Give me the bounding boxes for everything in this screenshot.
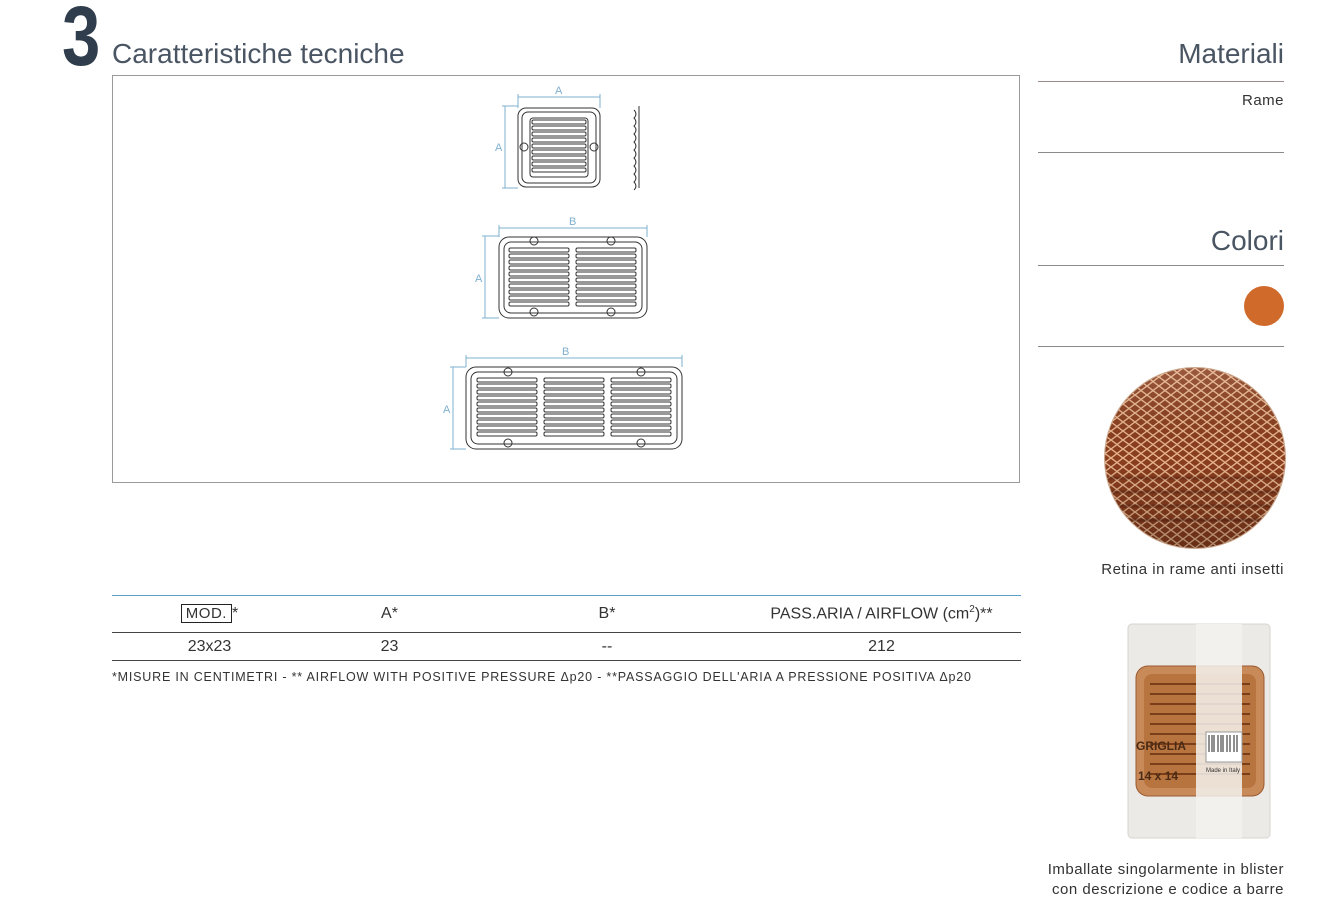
cell-mod: 23x23 [112, 633, 307, 661]
blister-label-size: 14 x 14 [1138, 769, 1179, 783]
table-header-row [112, 596, 1021, 633]
technical-drawing-panel [112, 75, 1020, 483]
copper-mesh-icon [1105, 368, 1285, 548]
table-row [112, 633, 1021, 661]
colors-heading: Colori [1210, 225, 1284, 256]
divider [1038, 265, 1284, 266]
spec-table [112, 595, 1021, 661]
cell-airflow: 212 [742, 633, 1021, 661]
col-header-b: B* [472, 596, 742, 633]
section-title: Caratteristiche tecniche [112, 38, 405, 69]
drawing-square-grille [518, 108, 600, 187]
dim-label-a: A [555, 85, 563, 97]
airflow-label: PASS.ARIA / AIRFLOW (cm [770, 605, 970, 623]
dim-label-b: B [562, 346, 570, 358]
dim-label-a: A [495, 142, 503, 154]
blister-pack-icon [1126, 622, 1272, 840]
mod-label: MOD. [181, 604, 232, 623]
airflow-suffix: )** [974, 605, 993, 623]
col-header-a: A* [307, 596, 472, 633]
packaging-caption-line2: con descrizione e codice a barre [1052, 881, 1284, 898]
materials-value: Rame [1241, 92, 1284, 109]
drawing-side-profile [634, 106, 639, 190]
mod-suffix: * [231, 605, 239, 622]
table-footnote: *MISURE IN CENTIMETRI - ** AIRFLOW WITH POSITIVE PRESSURE Δp20 - **PASSAGGIO DELL'ARIA A PRESSIONE POSITIVA Δp20 [112, 670, 972, 684]
divider [1038, 152, 1284, 153]
mesh-caption: Retina in rame anti insetti [1101, 561, 1284, 578]
mesh-image [1104, 367, 1286, 549]
technical-drawings [113, 76, 1021, 484]
divider [1038, 346, 1284, 347]
divider [1038, 81, 1284, 82]
dim-label-b: B [569, 216, 577, 228]
cell-a: 23 [307, 633, 472, 661]
materials-heading: Materiali [1178, 38, 1284, 69]
blister-label-made: Made in Italy [1206, 768, 1241, 774]
blister-label-brand: GRIGLIA [1136, 739, 1186, 753]
packaging-caption-line1: Imballate singolarmente in blister [1047, 861, 1284, 878]
cell-b: -- [472, 633, 742, 661]
col-header-mod [112, 596, 307, 633]
drawing-triple-grille [466, 367, 682, 449]
dim-label-a: A [475, 273, 483, 285]
col-header-airflow [742, 596, 1021, 633]
drawing-double-grille [499, 237, 647, 318]
section-number: 3 [62, 0, 99, 83]
blister-package-image [1126, 622, 1272, 840]
dim-label-a: A [443, 404, 451, 416]
right-column [1038, 0, 1284, 911]
color-swatch-copper [1244, 286, 1284, 326]
airflow-sup: 2 [969, 604, 975, 616]
packaging-caption [1048, 860, 1284, 900]
